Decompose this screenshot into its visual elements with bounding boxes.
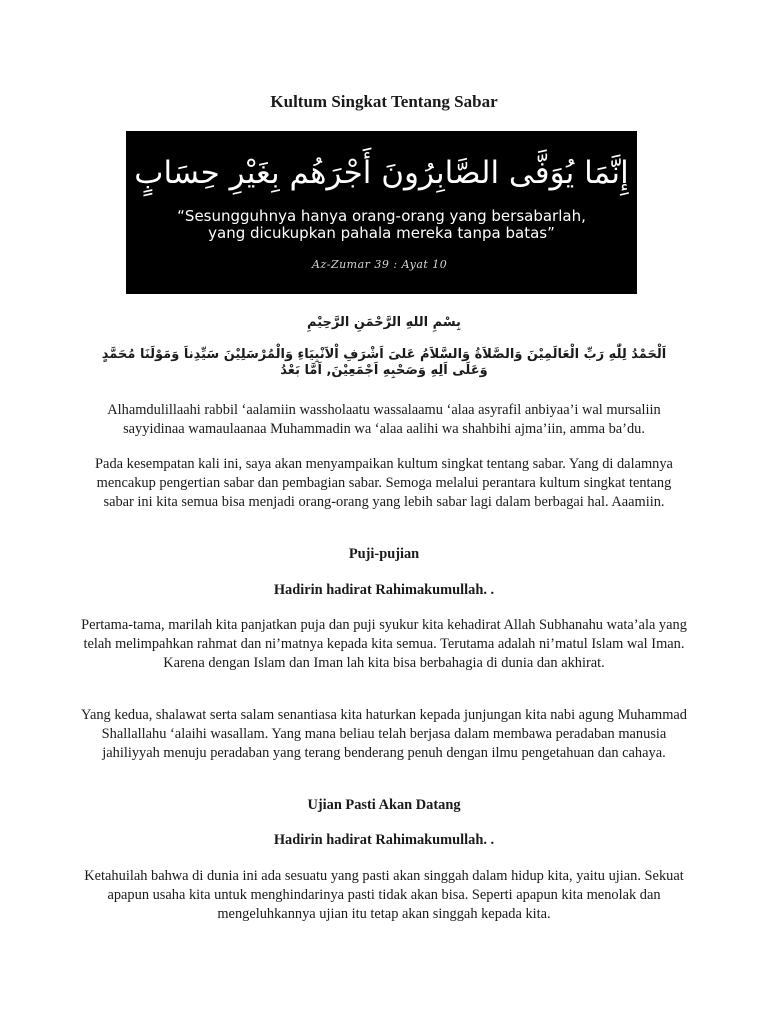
paragraph-shalawat: Yang kedua, shalawat serta salam senantiasa kita haturkan kepada junjungan kita nabi agung Muhammad Shallallahu ‘alaihi wasallam. Yang mana beliau telah berjasa dalam membawa peradaban manusia jahiliyyah menuju peradaban yang terang benderang penuh dengan ilmu pengetahuan dan cahaya. [81, 707, 687, 761]
paragraph-praise: Pertama-tama, marilah kita panjatkan puja dan puji syukur kita kehadirat Allah Subhanahu wata’ala yang telah melimpahkan rahmat dan ni’matnya kepada kita semua. Terutama adalah ni’matul Islam wal Iman. Karena dengan Islam dan Iman lah kita bisa berbahagia di dunia dan akhirat. [81, 617, 687, 671]
banner-verse-reference: Az-Zumar 39 : Ayat 10 [312, 258, 448, 271]
arabic-basmalah: بِسْمِ اللهِ الرَّحْمَنِ الرَّحِيْمِ [307, 315, 461, 330]
paragraph-ujian: Ketahuilah bahwa di dunia ini ada sesuatu yang pasti akan singgah dalam hidup kita, yaitu ujian. Sekuat apapun usaha kita untuk menghindarinya pasti tidak akan bisa. Seperti apapun kita menolak dan mengeluhkannya ujian itu tetap akan singgah kepada kita. [84, 868, 684, 922]
subheading-hadirin-1: Hadirin hadirat Rahimakumullah. . [273, 582, 495, 598]
verse-banner-image [126, 131, 637, 294]
paragraph-introduction: Pada kesempatan kali ini, saya akan menyampaikan kultum singkat tentang sabar. Yang di dalamnya mencakup pengertian sabar dan pembagian sabar. Semoga melalui perantara kultum singkat tentang sabar ini kita semua bisa menjadi orang-orang yang lebih sabar lagi dalam berbagai hal. Aaamiin. [95, 456, 673, 510]
arabic-opening-prayer: اَلْحَمْدُ لِلّٰهِ رَبِّ الْعَالَمِيْنَ وَالصَّلاَةُ وَالسَّلاَمُ عَلىَ اَشْرَفِ اْلاَنْبِيَاءِ وَالْمُرْسَلِيْنَ سَيِّدِناَ وَمَوْلَنَا مُحَمَّدٍ وَعَلَى اَلِهِ وَصَحْبِهِ اَجْمَعِيْنَ, اَمَّا بَعْدُ [101, 347, 667, 378]
subheading-hadirin-2: Hadirin hadirat Rahimakumullah. . [273, 832, 495, 848]
paragraph-opening-transliteration: Alhamdulillaahi rabbil ‘aalamiin wassholaatu wassalaamu ‘alaa asyrafil anbiyaa’i wal mursaliin sayyidinaa wamaulaanaa Muhammadin wa ‘alaa aalihi wa shahbihi ajma’iin, amma ba’du. [107, 402, 661, 437]
banner-translation-line-1: “Sesungguhnya hanya orang-orang yang bersabarlah, [177, 207, 586, 225]
banner-translation-line-2: yang dicukupkan pahala mereka tanpa batas” [208, 224, 555, 242]
document-title: Kultum Singkat Tentang Sabar [270, 92, 498, 111]
section-heading-puji-pujian: Puji-pujian [348, 546, 420, 562]
banner-translation [126, 208, 637, 242]
section-heading-ujian: Ujian Pasti Akan Datang [307, 797, 461, 813]
banner-arabic-verse: إِنَّمَا يُوَفَّى الصَّابِرُونَ أَجْرَهُم بِغَيْرِ حِسَابٍ [134, 155, 629, 191]
